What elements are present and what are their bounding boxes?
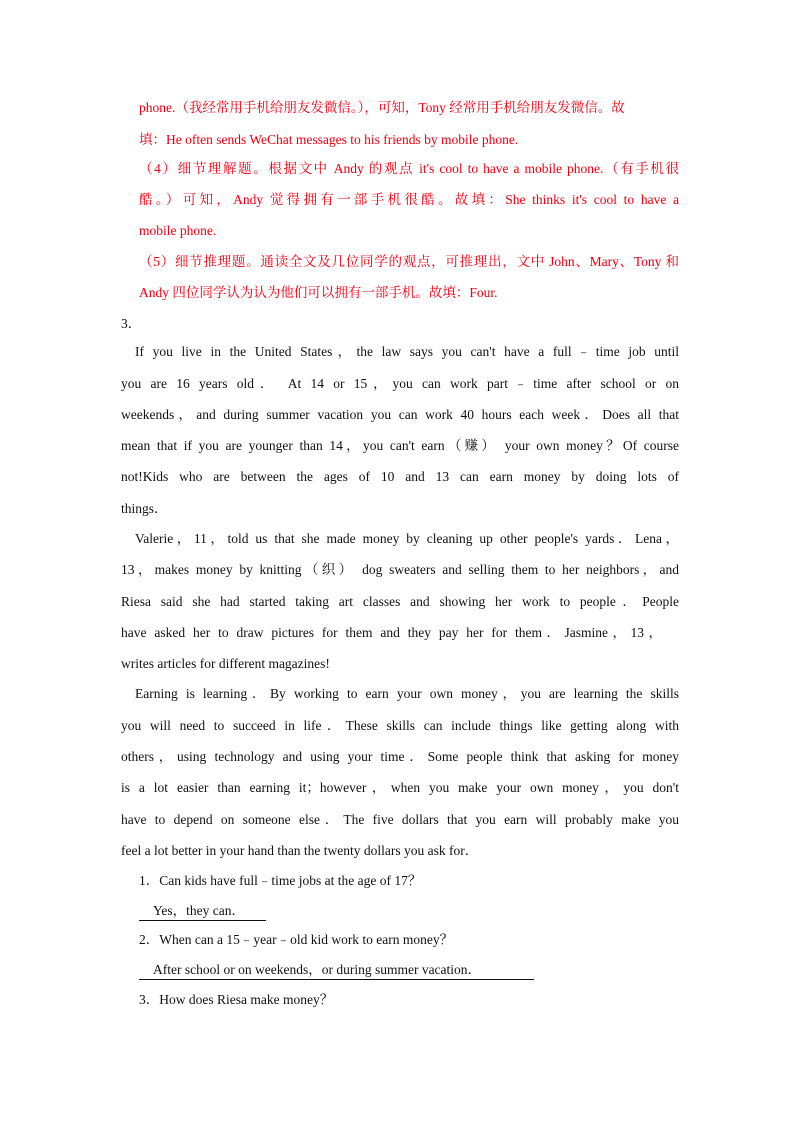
question-text: 1．Can kids have full﹣time jobs at the age of 17？ [139, 873, 422, 888]
passage-line: Earning is learning．By working to earn your own money，you are learning the skills [135, 686, 679, 701]
passage-line: have asked her to draw pictures for them and they pay her for them．Jasmine，13， [121, 625, 662, 640]
passage-line: Valerie，11，told us that she made money by cleaning up other people's yards．Lena， [135, 531, 679, 546]
passage-line: have to depend on someone else．The five dollars that you earn will probably make you [121, 812, 679, 827]
passage-line: 13，makes money by knitting（织） dog sweaters and selling them to her neighbors，and [121, 562, 679, 577]
answer-key-line: 酷。）可知，Andy 觉得拥有一部手机很酷。故填：She thinks it's cool to have a [139, 192, 679, 207]
passage-line: is a lot easier than earning it；however，when you make your own money，you don't [121, 780, 679, 795]
passage-line: things． [121, 501, 168, 516]
answer-key-line: Andy 四位同学认为认为他们可以拥有一部手机。故填：Four. [139, 285, 498, 300]
answer-key-line: 填：He often sends WeChat messages to his friends by mobile phone. [139, 132, 519, 147]
passage-line: Riesa said she had started taking art classes and showing her work to people．People [121, 594, 679, 609]
passage-line: writes articles for different magazines! [121, 656, 330, 671]
answer-blank: After school or on weekends，or during summer vacation． [139, 960, 534, 980]
question-text: 2．When can a 15﹣year﹣old kid work to earn money？ [139, 932, 454, 947]
passage-line: weekends，and during summer vacation you can work 40 hours each week．Does all that [121, 407, 679, 422]
answer-key-line: （4）细节理解题。根据文中 Andy 的观点 it's cool to have a mobile phone.（有手机很 [139, 161, 679, 176]
answer-key-line: mobile phone. [139, 223, 217, 238]
passage-line: feel a lot better in your hand than the twenty dollars you ask for． [121, 843, 479, 858]
passage-line: you are 16 years old． At 14 or 15，you can work part﹣time after school or on [121, 376, 679, 391]
question-text: 3．How does Riesa make money？ [139, 992, 334, 1007]
answer-key-line: phone.（我经常用手机给朋友发微信。），可知，Tony 经常用手机给朋友发微信。故 [139, 100, 625, 115]
passage-line: others，using technology and using your time．Some people think that asking for money [121, 749, 679, 764]
answer-key-line: （5）细节推理题。通读全文及几位同学的观点，可推理出，文中 John、Mary、Tony 和 [139, 254, 679, 269]
question-number: 3． [121, 316, 142, 331]
answer-blank: Yes，they can． [139, 901, 266, 921]
passage-line: you will need to succeed in life．These skills can include things like getting along with [121, 718, 679, 733]
passage-line: If you live in the United States，the law says you can't have a full﹣time job until [135, 344, 679, 359]
passage-line: not!Kids who are between the ages of 10 and 13 can earn money by doing lots of [121, 469, 679, 484]
passage-line: mean that if you are younger than 14，you can't earn（赚） your own money？Of course [121, 438, 679, 453]
